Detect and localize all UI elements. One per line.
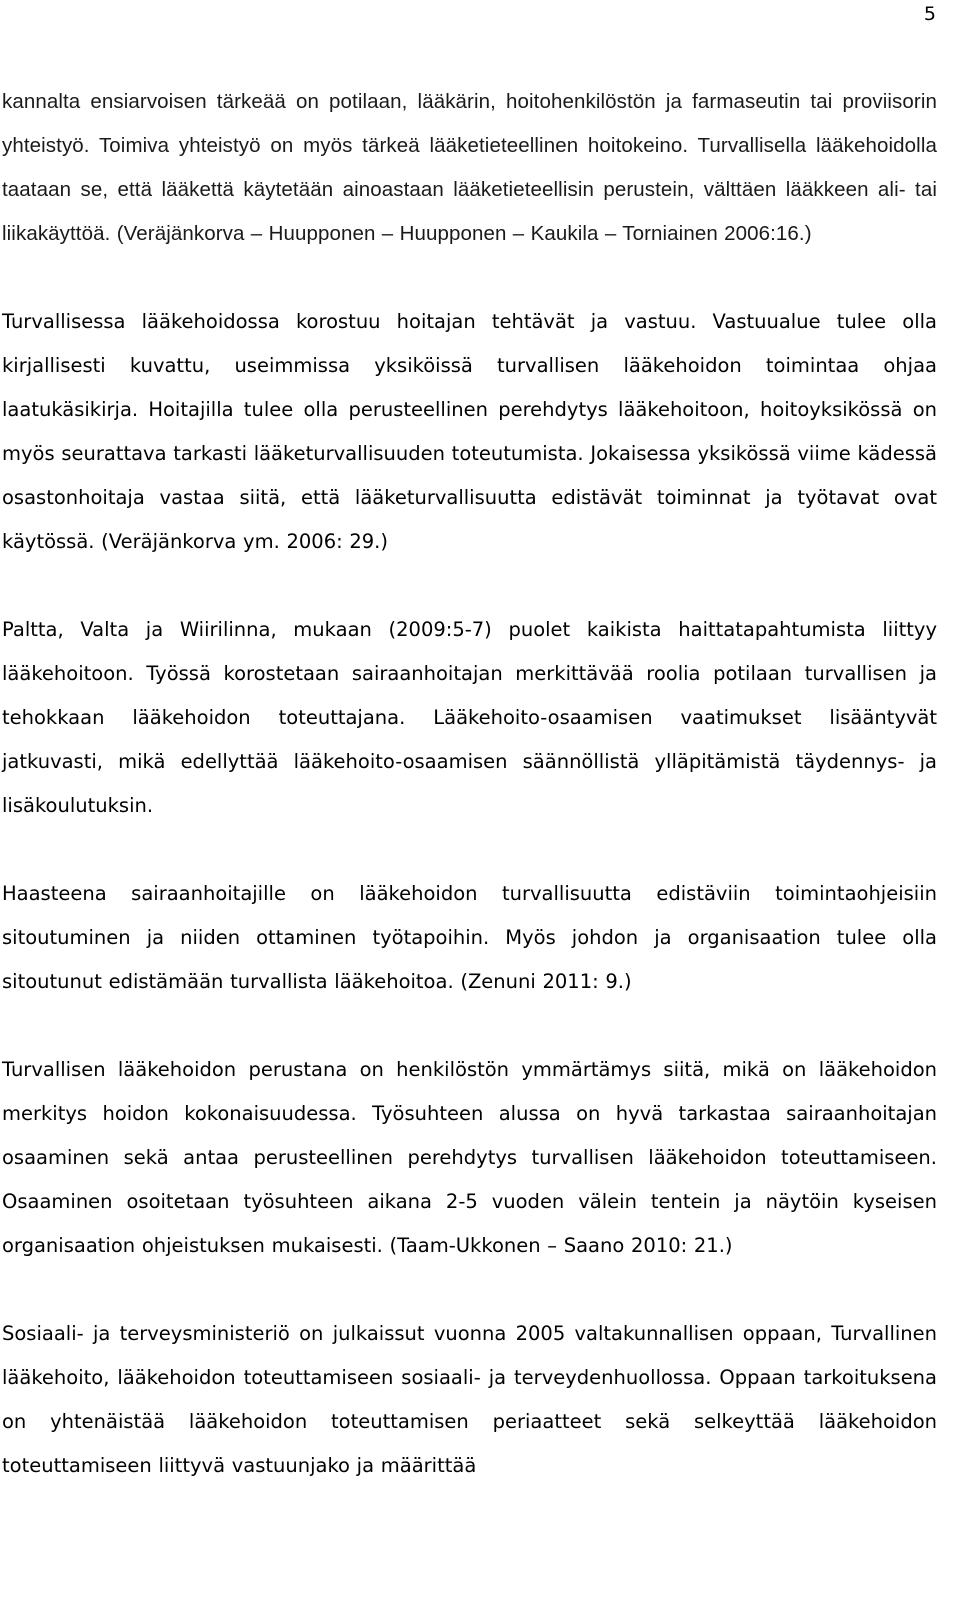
paragraph-3: Paltta, Valta ja Wiirilinna, mukaan (2009:5-7) puolet kaikista haittatapahtumista liittyy lääkehoitoon. Työssä korostetaan sairaanhoitajan merkittävää roolia potilaan turvallisen ja tehokkaan lääkehoidon toteuttajana. Lääkehoito-osaamisen vaatimukset lisääntyvät jatkuvasti, mikä edellyttää lääkehoito-osaamisen säännöllistä ylläpitämistä täydennys- ja lisäkoulutuksin. bbox=[2, 618, 937, 817]
paragraph-6: Sosiaali- ja terveysministeriö on julkaissut vuonna 2005 valtakunnallisen oppaan, Turvallinen lääkehoito, lääkehoidon toteuttamiseen sosiaali- ja terveydenhuollossa. Oppaan tarkoituksena on yhtenäistää lääkehoidon toteuttamisen periaatteet sekä selkeyttää lääkehoidon toteuttamiseen liittyvä vastuunjako ja määrittää bbox=[2, 1322, 937, 1477]
paragraph-1: kannalta ensiarvoisen tärkeää on potilaan, lääkärin, hoitohenkilöstön ja farmaseutin tai proviisorin yhteistyö. Toimiva yhteistyö on myös tärkeä lääketieteellinen hoitokeino. Turvallisella lääkehoidolla taataan se, että lääkettä käytetään ainoastaan lääketieteellisin perustein, välttäen lääkkeen ali- tai liikakäyttöä. (Veräjänkorva – Huupponen – Huupponen – Kaukila – Torniainen 2006:16.) bbox=[2, 90, 937, 245]
document-body bbox=[2, 80, 937, 1532]
paragraph-4: Haasteena sairaanhoitajille on lääkehoidon turvallisuutta edistäviin toimintaohjeisiin sitoutuminen ja niiden ottaminen työtapoihin. Myös johdon ja organisaation tulee olla sitoutunut edistämään turvallista lääkehoitoa. (Zenuni 2011: 9.) bbox=[2, 882, 937, 993]
page-number: 5 bbox=[923, 3, 936, 25]
paragraph-5: Turvallisen lääkehoidon perustana on henkilöstön ymmärtämys siitä, mikä on lääkehoidon merkitys hoidon kokonaisuudessa. Työsuhteen alussa on hyvä tarkastaa sairaanhoitajan osaaminen sekä antaa perusteellinen perehdytys turvallisen lääkehoidon toteuttamiseen. Osaaminen osoitetaan työsuhteen aikana 2-5 vuoden välein tentein ja näytöin kyseisen organisaation ohjeistuksen mukaisesti. (Taam-Ukkonen – Saano 2010: 21.) bbox=[2, 1058, 937, 1257]
paragraph-2: Turvallisessa lääkehoidossa korostuu hoitajan tehtävät ja vastuu. Vastuualue tulee olla kirjallisesti kuvattu, useimmissa yksiköissä turvallisen lääkehoidon toimintaa ohjaa laatukäsikirja. Hoitajilla tulee olla perusteellinen perehdytys lääkehoitoon, hoitoyksikössä on myös seurattava tarkasti lääketurvallisuuden toteutumista. Jokaisessa yksikössä viime kädessä osastonhoitaja vastaa siitä, että lääketurvallisuutta edistävät toiminnat ja työtavat ovat käytössä. (Veräjänkorva ym. 2006: 29.) bbox=[2, 310, 937, 553]
